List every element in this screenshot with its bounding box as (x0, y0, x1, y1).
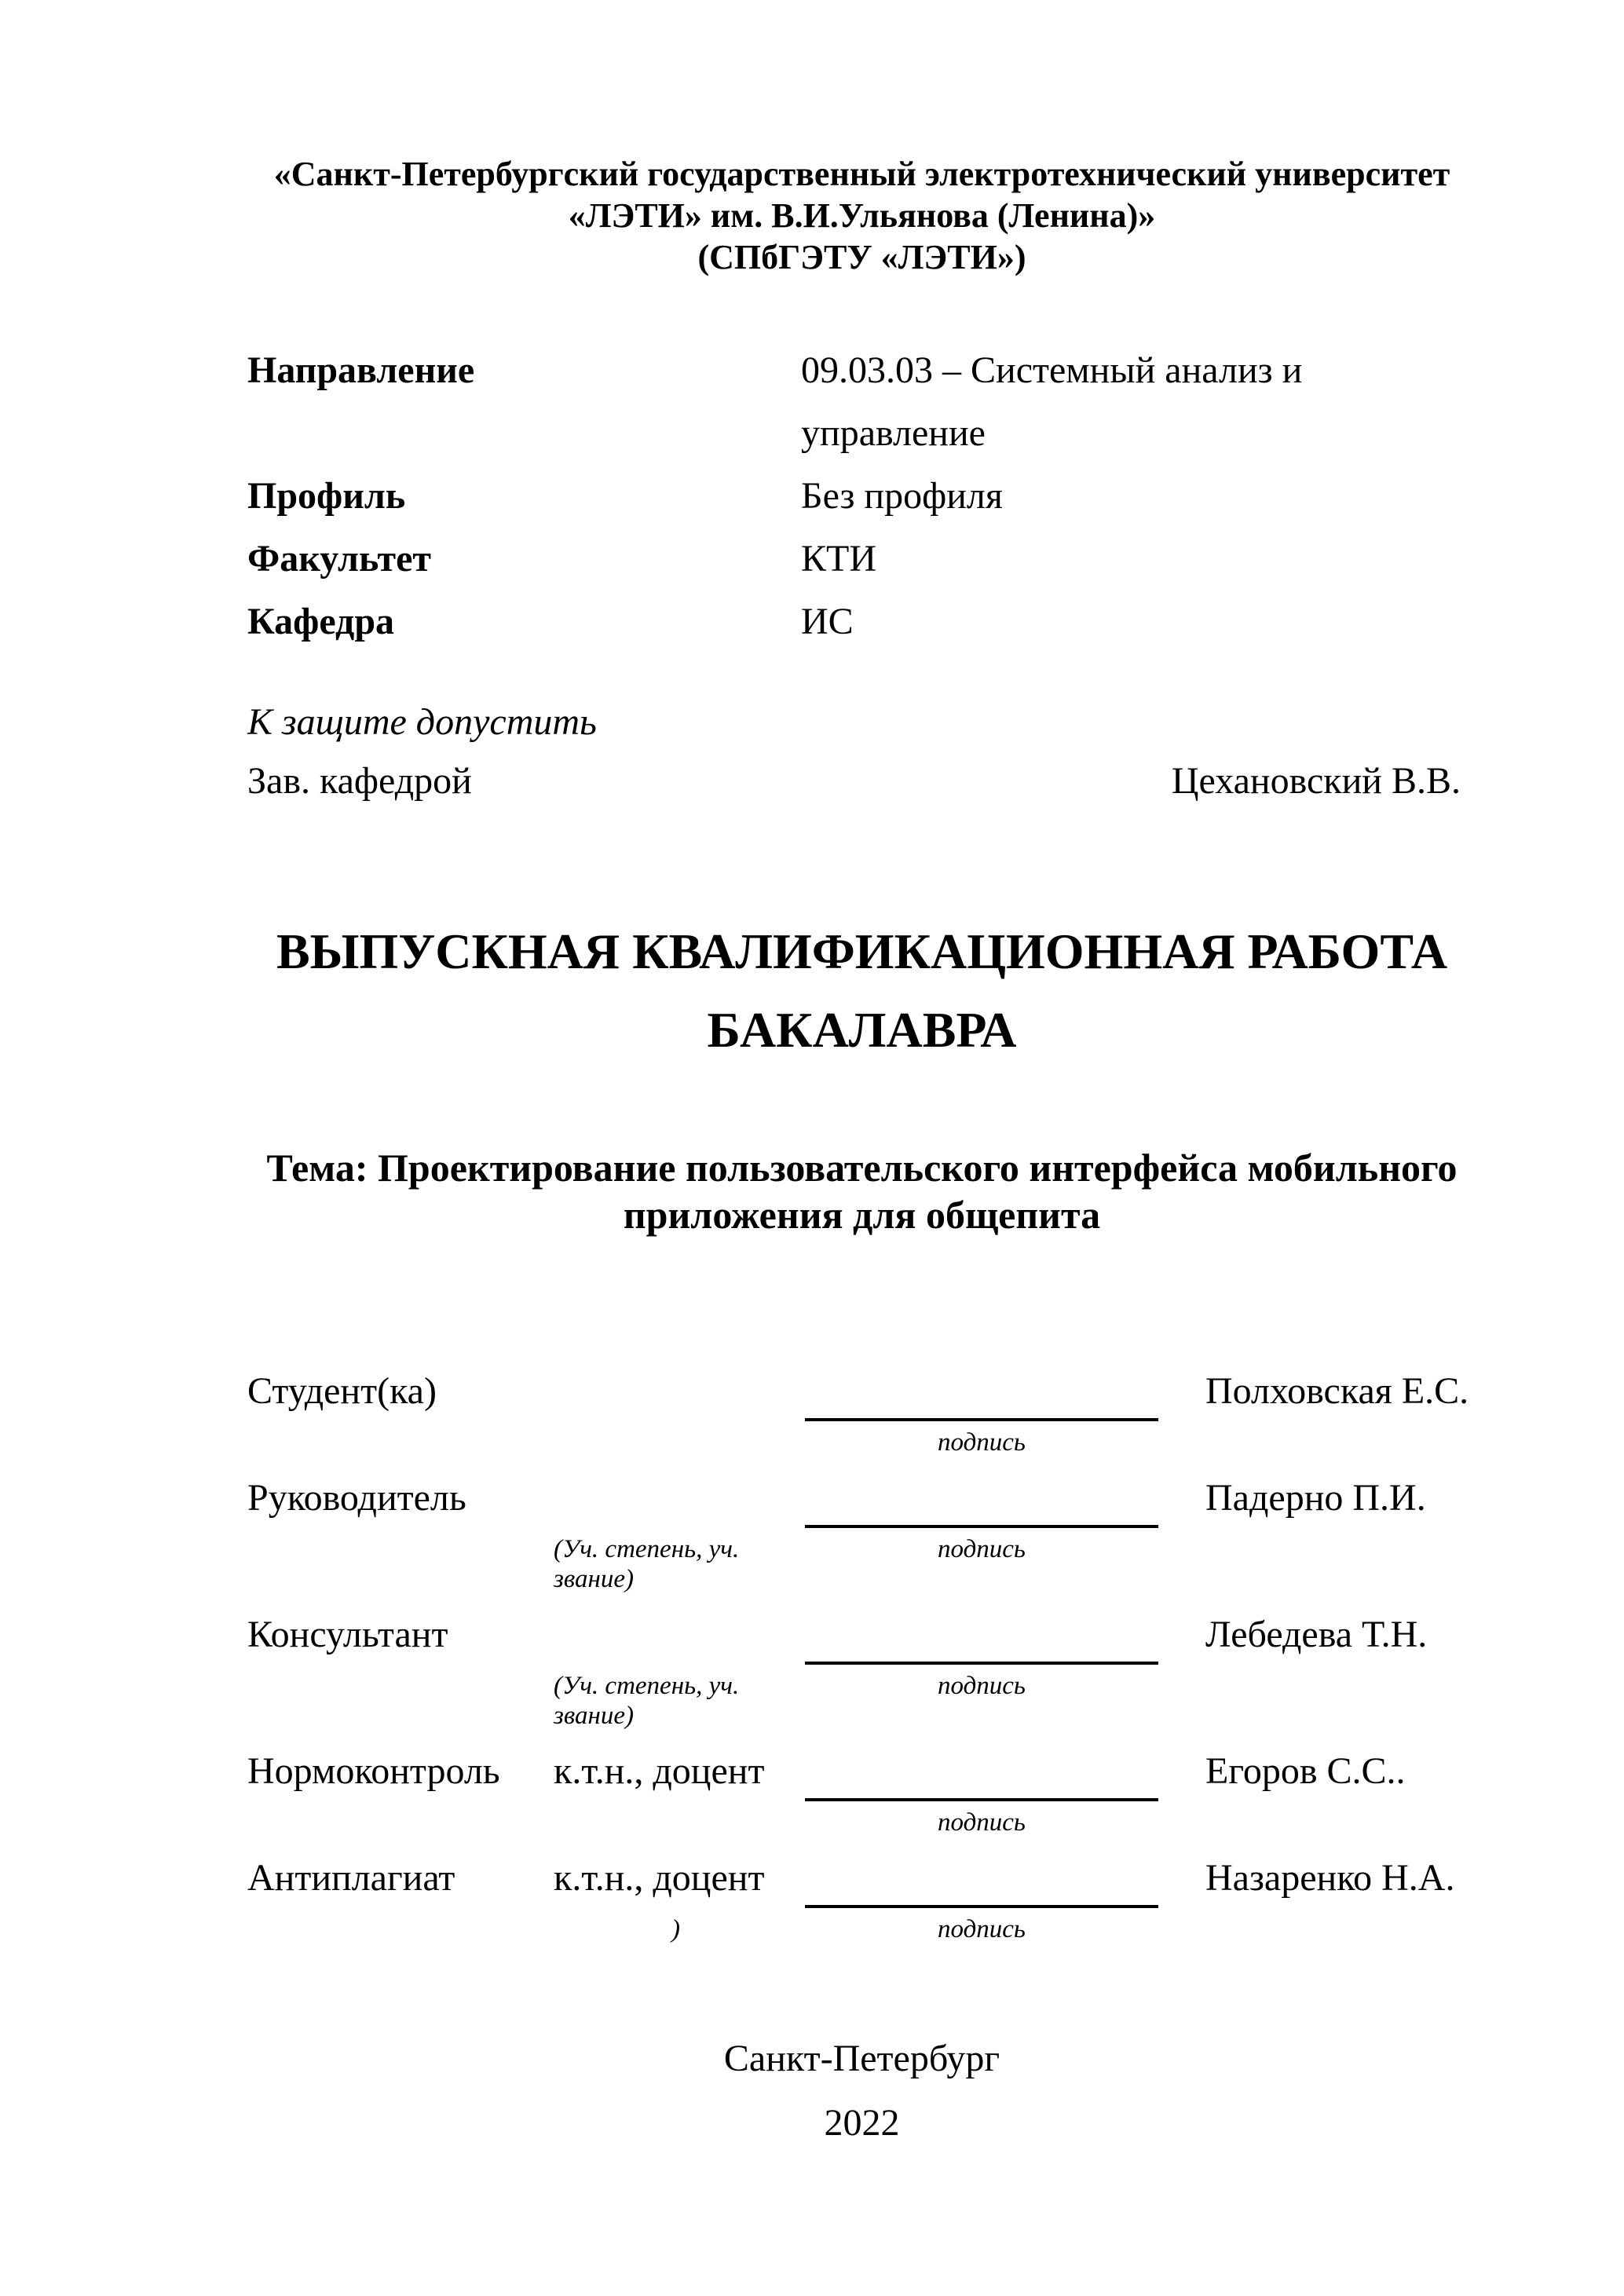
degree-caption: ) (671, 1915, 680, 1943)
field-value-direction: 09.03.03 – Системный анализ и управление (801, 349, 1303, 454)
signature-degree: к.т.н., доцент (554, 1750, 765, 1792)
signature-degree: к.т.н., доцент (554, 1857, 765, 1899)
university-header (247, 153, 1476, 278)
admission-permit-line: К защите допустить (247, 701, 597, 743)
field-value-department: ИС (801, 601, 854, 642)
degree-caption (554, 1428, 805, 1457)
signature-line (805, 1748, 1158, 1795)
degree-caption (554, 1808, 805, 1837)
footer-block (247, 2027, 1476, 2155)
signature-line (805, 1611, 1158, 1658)
signature-rule (805, 1525, 1158, 1528)
signature-rule (805, 1662, 1158, 1665)
department-head-name: Цехановский В.В. (1171, 760, 1461, 802)
signature-role: Консультант (247, 1614, 448, 1655)
degree-caption: (Уч. степень, уч. звание) (554, 1535, 740, 1593)
signature-degree (554, 1368, 805, 1415)
signature-name: Падерно П.И. (1205, 1477, 1426, 1519)
field-value-profile: Без профиля (801, 475, 1003, 517)
signature-row-consultant (247, 1611, 1476, 1731)
sign-caption: подпись (938, 1672, 1026, 1700)
university-header-line-2: «ЛЭТИ» им. В.И.Ульянова (Ленина)» (568, 196, 1156, 235)
signature-degree (554, 1611, 805, 1658)
sign-caption: подпись (938, 1915, 1026, 1943)
field-label-faculty: Факультет (247, 538, 431, 579)
signature-role: Студент(ка) (247, 1370, 437, 1412)
signature-degree (554, 1475, 805, 1522)
signature-row-normcontrol (247, 1748, 1476, 1837)
signatures-block (247, 1368, 1476, 1944)
field-label-profile: Профиль (247, 475, 406, 517)
program-fields (247, 339, 1476, 653)
department-head-position: Зав. кафедрой (247, 760, 472, 802)
admission-block (247, 693, 1476, 810)
signature-row-supervisor (247, 1475, 1476, 1594)
signature-name: Полховская Е.С. (1205, 1370, 1469, 1412)
signature-name: Лебедева Т.Н. (1205, 1614, 1428, 1655)
signature-line (805, 1475, 1158, 1522)
signature-rule (805, 1905, 1158, 1908)
signature-line (805, 1855, 1158, 1902)
field-value-faculty: КТИ (801, 538, 876, 579)
degree-caption: (Уч. степень, уч. звание) (554, 1672, 740, 1730)
signature-row-student (247, 1368, 1476, 1457)
signature-rule (805, 1798, 1158, 1801)
sign-caption: подпись (938, 1428, 1026, 1457)
department-head-row (247, 751, 1476, 810)
footer-city: Санкт-Петербург (723, 2038, 1000, 2079)
field-label-direction: Направление (247, 349, 475, 391)
signature-role: Руководитель (247, 1477, 466, 1519)
signature-name: Назаренко Н.А. (1205, 1857, 1455, 1899)
signature-role: Антиплагиат (247, 1857, 455, 1899)
signature-role: Нормоконтроль (247, 1750, 500, 1792)
signature-rule (805, 1418, 1158, 1421)
thesis-topic: Тема: Проектирование пользовательского интерфейса мобильного приложения для общепита (266, 1146, 1458, 1237)
university-header-line-1: «Санкт-Петербургский государственный электротехнический университет (273, 155, 1450, 193)
field-label-department: Кафедра (247, 601, 395, 642)
sign-caption: подпись (938, 1808, 1026, 1837)
thesis-title: ВЫПУСКНАЯ КВАЛИФИКАЦИОННАЯ РАБОТА БАКАЛАВРА (276, 923, 1448, 1058)
signature-row-antiplagiarism (247, 1855, 1476, 1944)
university-header-line-3: (СПбГЭТУ «ЛЭТИ») (697, 238, 1026, 276)
signature-name: Егоров С.С.. (1205, 1750, 1406, 1792)
signature-line (805, 1368, 1158, 1415)
footer-year: 2022 (824, 2102, 900, 2144)
sign-caption: подпись (938, 1535, 1026, 1563)
